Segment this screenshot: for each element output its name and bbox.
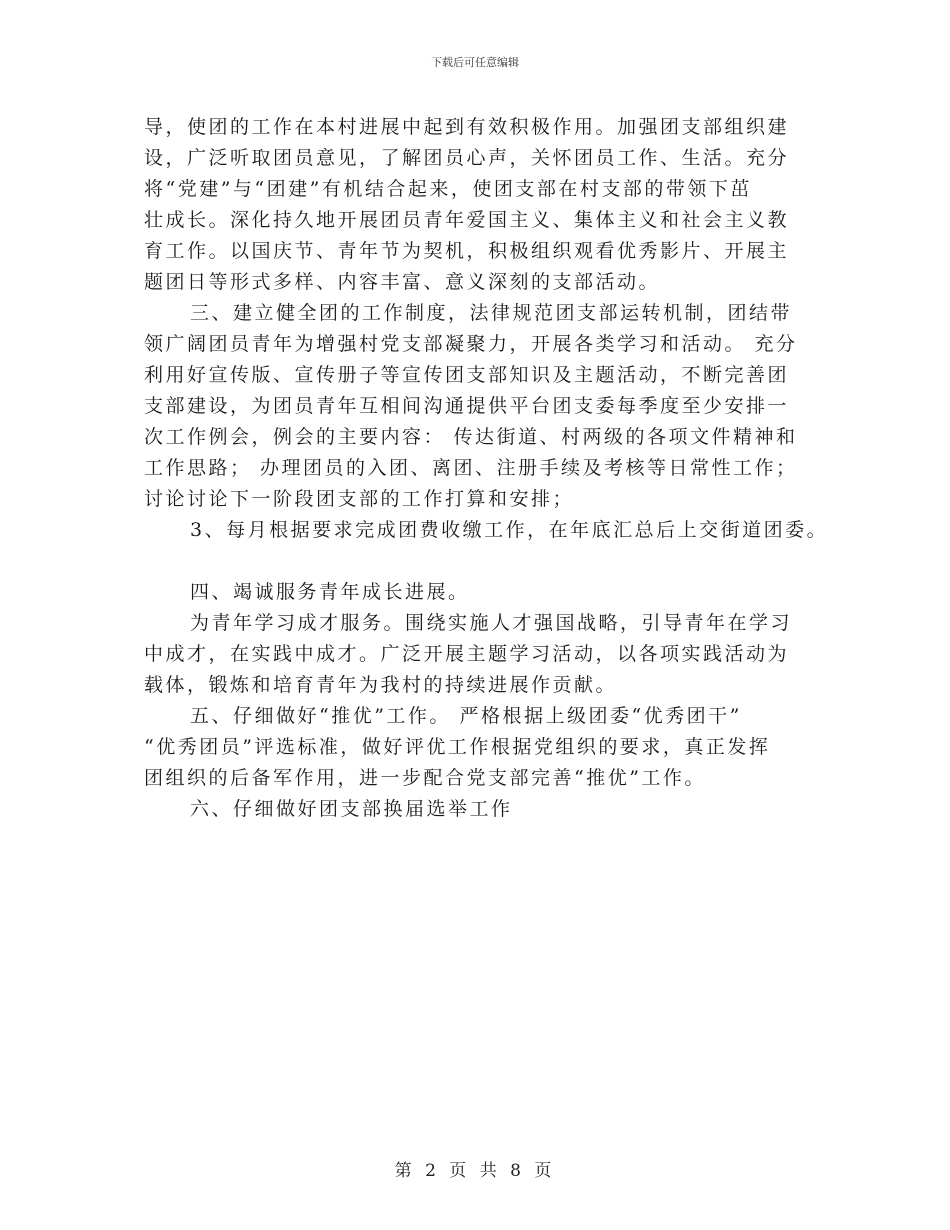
section-heading-3: 三、建立健全团的工作制度，法律规范团支部运转机制，团结带	[190, 302, 793, 324]
paragraph-gap	[144, 546, 824, 577]
document-body	[144, 112, 829, 825]
paragraph-line: 讨论讨论下一阶段团支部的工作打算和安排；	[144, 488, 575, 510]
page-number: 第 2 页 共 8 页	[394, 1161, 556, 1181]
paragraph-line: 题团日等形式多样、内容丰富、意义深刻的支部活动。	[144, 271, 661, 293]
paragraph-line: 导，使团的工作在本村进展中起到有效积极作用。加强团支部组织建	[144, 116, 790, 138]
section-heading-5: 五、仔细做好“推优”工作。 严格根据上级团委“优秀团干”	[190, 705, 742, 727]
paragraph-line: 载体，锻炼和培育青年为我村的持续进展作贡献。	[144, 674, 618, 696]
paragraph-line: 团组织的后备军作用，进一步配合党支部完善“推优”工作。	[144, 767, 706, 789]
paragraph-line: 为青年学习成才服务。围绕实施人才强国战略，引导青年在学习	[190, 612, 793, 634]
section-heading-4: 四、竭诚服务青年成长进展。	[190, 581, 470, 603]
paragraph-line: 将“党建”与“团建”有机结合起来，使团支部在村支部的带领下茁	[144, 178, 752, 200]
paragraph-line: 次工作例会，例会的主要内容： 传达街道、村两级的各项文件精神和	[144, 426, 798, 448]
section-heading-6: 六、仔细做好团支部换届选举工作	[190, 798, 513, 820]
paragraph-line: 支部建设，为团员青年互相间沟通提供平台团支委每季度至少安排一	[144, 395, 790, 417]
paragraph-line: 领广阔团员青年为增强村党支部凝聚力，开展各类学习和活动。 充分	[144, 333, 798, 355]
paragraph-line: 壮成长。深化持久地开展团员青年爱国主义、集体主义和社会主义教	[144, 209, 790, 231]
paragraph-line: 中成才，在实践中成才。广泛开展主题学习活动，以各项实践活动为	[144, 643, 790, 665]
paragraph-line: 设，广泛听取团员意见，了解团员心声，关怀团员工作、生活。充分	[144, 147, 790, 169]
paragraph-line: 利用好宣传版、宣传册子等宣传团支部知识及主题活动，不断完善团	[144, 364, 790, 386]
page-header: 下载后可任意编辑	[431, 56, 519, 69]
paragraph-line: 工作思路； 办理团员的入团、离团、注册手续及考核等日常性工作；	[144, 457, 798, 479]
paragraph-line: 3、每月根据要求完成团费收缴工作，在年底汇总后上交街道团委。	[190, 519, 829, 541]
paragraph-line: 育工作。以国庆节、青年节为契机，积极组织观看优秀影片、开展主	[144, 240, 790, 262]
paragraph-line: “优秀团员”评选标准，做好评优工作根据党组织的要求，真正发挥	[144, 736, 771, 758]
